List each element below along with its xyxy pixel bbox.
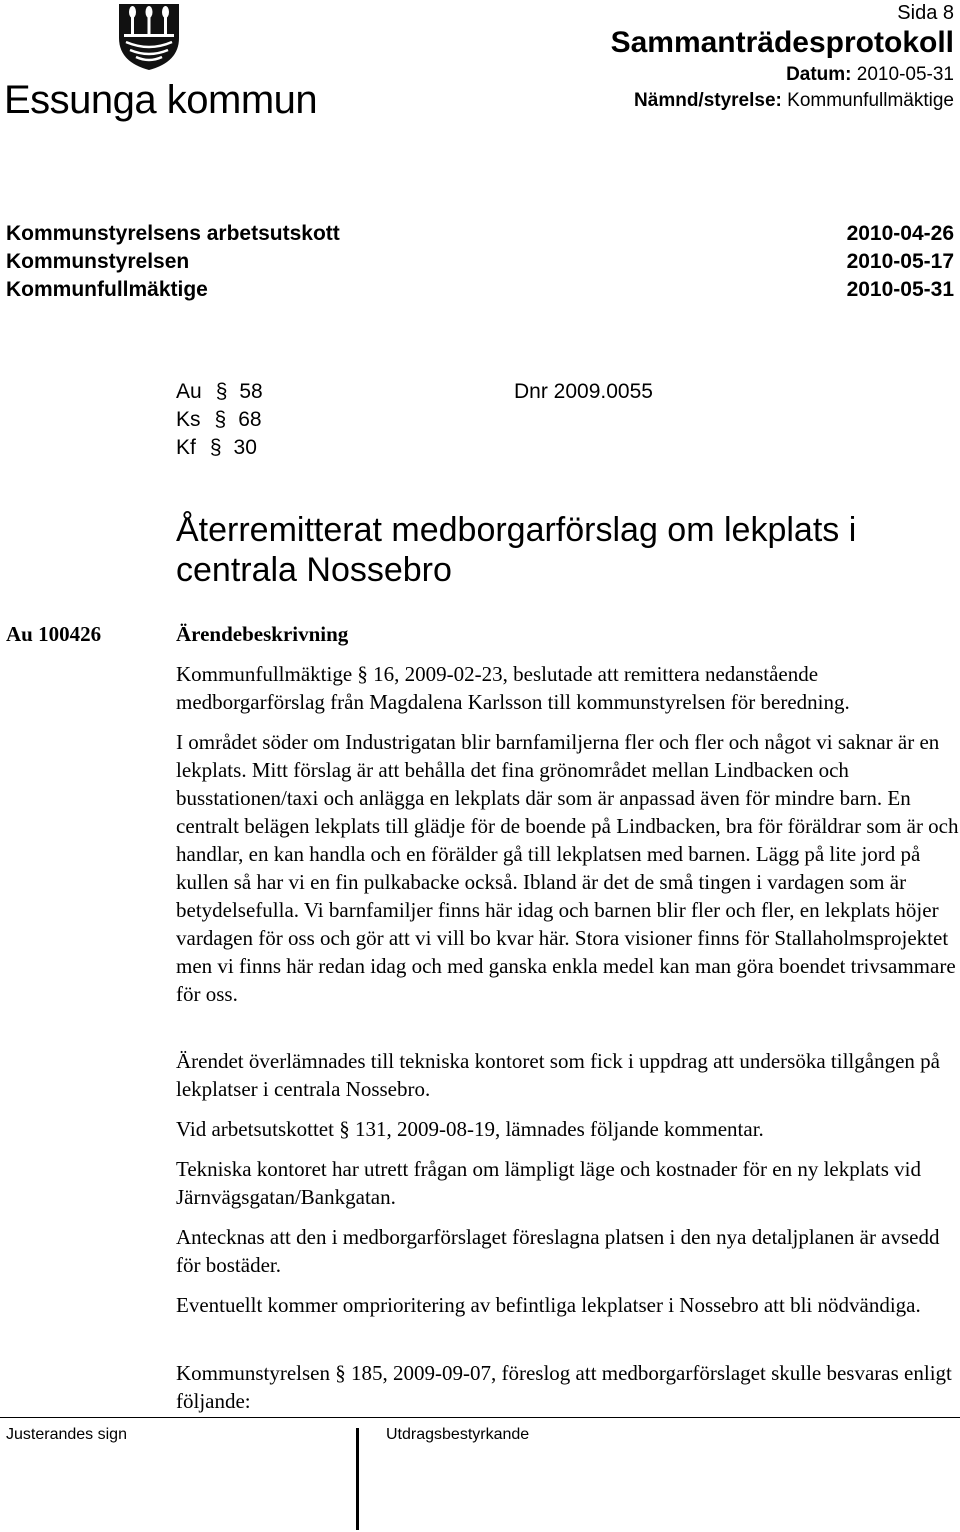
ref-body: Au — [176, 380, 202, 403]
section-symbol: § — [209, 436, 222, 459]
paragraph-ref — [176, 380, 263, 404]
paragraph: Vid arbetsutskottet § 131, 2009-08-19, lämnades följande kommentar. — [176, 1117, 764, 1141]
section-symbol: § — [214, 408, 227, 431]
case-title: Återremitterat medborgarförslag om lekplats i centrala Nossebro — [176, 511, 857, 589]
meeting-date: 2010-05-17 — [846, 250, 954, 273]
section-heading: Ärendebeskrivning — [176, 622, 349, 646]
paragraph-ref — [176, 408, 262, 432]
margin-reference: Au 100426 — [6, 622, 102, 646]
board-value: Kommunfullmäktige — [787, 90, 954, 111]
signature-label: Justerandes sign — [6, 1426, 127, 1443]
ref-number: 68 — [238, 408, 262, 431]
meeting-row — [6, 250, 954, 278]
extract-certification-label: Utdragsbestyrkande — [386, 1426, 530, 1443]
municipality-name: Essunga kommun — [4, 78, 318, 122]
municipal-shield-icon — [116, 2, 182, 72]
meeting-date — [786, 64, 954, 86]
meeting-date: 2010-05-31 — [846, 278, 954, 301]
meeting-date: 2010-04-26 — [846, 222, 954, 245]
board-info — [634, 90, 954, 112]
paragraph: Ärendet överlämnades till tekniska kontoret som fick i uppdrag att undersöka tillgången på lekplatser i centrala Nossebro. — [176, 1049, 940, 1101]
section-symbol: § — [215, 380, 228, 403]
paragraph: Kommunfullmäktige § 16, 2009-02-23, beslutade att remittera nedanstående medborgarförslag från Magdalena Karlsson till kommunstyrelsen för beredning. — [176, 662, 850, 714]
meeting-name: Kommunstyrelsen — [6, 250, 190, 273]
paragraph: Kommunstyrelsen § 185, 2009-09-07, föreslog att medborgarförslaget skulle besvaras enligt följande: — [176, 1361, 952, 1413]
board-label: Nämnd/styrelse: — [634, 90, 782, 111]
paragraph: Tekniska kontoret har utrett frågan om lämpligt läge och kostnader för en ny lekplats vid Järnvägsgatan/Bankgatan. — [176, 1157, 921, 1209]
paragraph-ref — [176, 436, 257, 460]
date-value: 2010-05-31 — [856, 64, 954, 85]
meeting-row — [6, 222, 954, 250]
ref-number: 30 — [233, 436, 257, 459]
meeting-name: Kommunstyrelsens arbetsutskott — [6, 222, 340, 245]
ref-body: Ks — [176, 408, 201, 431]
ref-number: 58 — [239, 380, 263, 403]
date-label: Datum: — [786, 64, 852, 85]
page-number: Sida 8 — [897, 2, 954, 24]
footer-rule — [0, 1417, 960, 1418]
footer-divider — [356, 1428, 359, 1530]
diary-number: Dnr 2009.0055 — [514, 380, 653, 403]
meeting-row — [6, 278, 954, 306]
ref-body: Kf — [176, 436, 196, 459]
paragraph: Eventuellt kommer omprioritering av befintliga lekplatser i Nossebro att bli nödvändiga. — [176, 1293, 921, 1317]
paragraph: Antecknas att den i medborgarförslaget föreslagna platsen i den nya detaljplanen är avsedd för bostäder. — [176, 1225, 940, 1277]
document-title: Sammanträdesprotokoll — [610, 26, 954, 59]
paragraph: I området söder om Industrigatan blir barnfamiljerna fler och fler och något vi saknar är en lekplats. Mitt förslag är att behålla det fina grönområdet mellan Lindbacken och busstationen/taxi och anlägga en lekplats där som är anpassad även för mindre barn. En centralt belägen lekplats till glädje för de boende på Lindbacken, bra för föräldrar som är och handlar, en kan handla och en förälder gå till lekplatsen med barnen. Lägg på lite jord på kullen så har vi en fin pulkabacke också. Ibland är det de små tingen i vardagen som är betydelsefulla. Vi barnfamiljer finns här idag och barnen blir fler och fler, en lekplats höjer vardagen för oss och gör att vi vill bo kvar här. Stora visioner finns för Stallaholmsprojektet men vi finns här redan idag och med ganska enkla medel kan man göra boendet trivsammare för oss. — [176, 730, 959, 1006]
meeting-name: Kommunfullmäktige — [6, 278, 208, 301]
